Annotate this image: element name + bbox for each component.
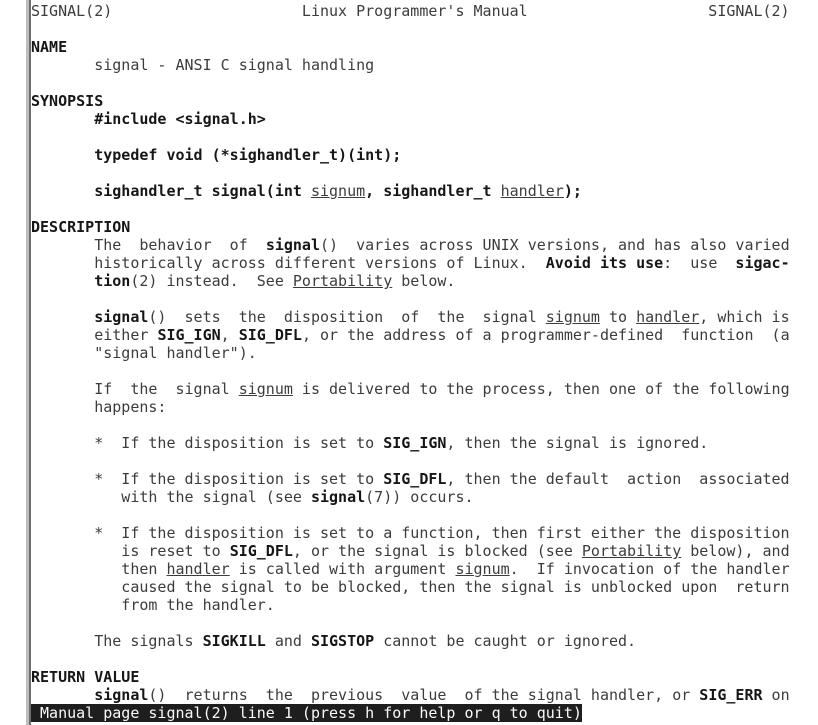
text-segment: cannot be caught or ignored. (374, 632, 637, 650)
section-heading-description (31, 218, 818, 236)
bullet-item-line (31, 470, 818, 488)
text-segment: SIG_DFL (383, 470, 447, 488)
text-segment: tion (94, 272, 131, 290)
section-heading-name (31, 38, 818, 56)
text-segment: , which is (699, 308, 790, 326)
blank-line (31, 452, 818, 470)
text-segment (31, 686, 94, 704)
manpage-text-line (31, 632, 818, 650)
manpage-text-line (31, 254, 818, 272)
manpage-reference: signum (238, 380, 293, 398)
text-segment: SIG_IGN (383, 434, 447, 452)
text-segment: on (762, 686, 790, 704)
status-bar-text: Manual page signal(2) line 1 (press h for help or q to quit) (31, 704, 582, 722)
manpage-text-line (31, 596, 818, 614)
text-segment (31, 182, 94, 200)
text-segment: then (31, 560, 167, 578)
text-segment: The behavior of (31, 236, 266, 254)
scrollbar[interactable] (0, 0, 29, 725)
blank-line (31, 128, 818, 146)
text-segment: (2) instead. See (130, 272, 293, 290)
text-segment: SIG_ERR (699, 686, 763, 704)
text-segment: , then the signal is ignored. (446, 434, 709, 452)
text-segment: is called with argument (229, 560, 456, 578)
blank-line (31, 614, 818, 632)
text-segment: NAME (31, 38, 68, 56)
text-segment: () varies across UNIX versions, and has also varied (320, 236, 790, 254)
text-segment: typedef void (*sighandler_t)(int); (94, 146, 402, 164)
blank-line (31, 200, 818, 218)
text-segment: SIGNAL(2) Linux Programmer's Manual SIGNAL(2) (31, 2, 790, 20)
manpage-text-line (31, 380, 818, 398)
text-segment: and (265, 632, 311, 650)
text-segment: SIGKILL (202, 632, 266, 650)
text-segment (31, 110, 94, 128)
text-segment: DESCRIPTION (31, 218, 131, 236)
text-segment: signal (265, 236, 320, 254)
manpage-text-line (31, 344, 818, 362)
blank-line (31, 362, 818, 380)
manpage-reference: handler (636, 308, 700, 326)
manpage-text-line (31, 326, 818, 344)
blank-line (31, 164, 818, 182)
manpage-text-line (31, 236, 818, 254)
text-segment: If the signal (31, 380, 239, 398)
manpage-text-line (31, 488, 818, 506)
text-segment: below. (392, 272, 456, 290)
manpage-text-line (31, 308, 818, 326)
manpage-text-line (31, 542, 818, 560)
text-segment: is reset to (31, 542, 230, 560)
manpage-text-line (31, 686, 818, 704)
text-segment: * If the disposition is set to a function, then first either the disposition (31, 524, 790, 542)
text-segment: SIG_IGN (157, 326, 221, 344)
terminal-screen (31, 2, 818, 725)
text-segment: below), and (681, 542, 790, 560)
text-segment: either (31, 326, 158, 344)
text-segment: SYNOPSIS (31, 92, 104, 110)
text-segment: () returns the previous value of the signal handler, or (148, 686, 700, 704)
text-segment: , or the signal is blocked (see (292, 542, 582, 560)
text-segment: from the handler. (31, 596, 275, 614)
blank-line (31, 650, 818, 668)
bullet-item-line (31, 524, 818, 542)
text-segment: "signal handler"). (31, 344, 257, 362)
text-segment: () sets the disposition of the signal (148, 308, 546, 326)
text-segment: (7)) occurs. (365, 488, 474, 506)
manpage-text-line (31, 110, 818, 128)
text-segment: , (220, 326, 239, 344)
manpage-reference: signum (545, 308, 600, 326)
text-segment: SIG_DFL (238, 326, 302, 344)
manpage-reference: signum (310, 182, 366, 200)
blank-line (31, 290, 818, 308)
blank-line (31, 506, 818, 524)
bullet-item-line (31, 434, 818, 452)
text-segment (31, 308, 94, 326)
text-segment: signal (94, 686, 149, 704)
section-heading-synopsis (31, 92, 818, 110)
text-segment: Avoid its use (545, 254, 664, 272)
text-segment: signal (94, 308, 149, 326)
text-segment: * If the disposition is set to (31, 434, 384, 452)
status-bar (31, 704, 818, 722)
text-segment: signal (310, 488, 366, 506)
manpage-reference: Portability (581, 542, 682, 560)
manpage-text-line (31, 578, 818, 596)
manpage-text-line (31, 398, 818, 416)
manpage-text-line (31, 560, 818, 578)
manpage-reference: Portability (292, 272, 393, 290)
text-segment: sigac- (735, 254, 790, 272)
text-segment: ); (563, 182, 582, 200)
section-heading-return-value (31, 668, 818, 686)
text-segment: , sighandler_t (365, 182, 501, 200)
text-segment (31, 272, 94, 290)
text-segment: SIGSTOP (310, 632, 375, 650)
text-segment: #include <signal.h> (94, 110, 266, 128)
text-segment: to (599, 308, 637, 326)
text-segment (31, 146, 94, 164)
blank-line (31, 416, 818, 434)
text-segment: SIG_DFL (229, 542, 293, 560)
text-segment: , then the default action associated (446, 470, 790, 488)
text-segment: . If invocation of the handler (509, 560, 790, 578)
manpage-text-line (31, 146, 818, 164)
text-segment: * If the disposition is set to (31, 470, 384, 488)
text-segment: is delivered to the process, then one of the following (292, 380, 790, 398)
blank-line (31, 20, 818, 38)
manpage-text-line (31, 272, 818, 290)
text-segment: , or the address of a programmer-defined function (a (301, 326, 790, 344)
text-segment: happens: (31, 398, 167, 416)
text-segment: RETURN VALUE (31, 668, 140, 686)
text-segment: The signals (31, 632, 203, 650)
manpage-reference: handler (166, 560, 230, 578)
manpage-header-line (31, 2, 818, 20)
manpage-text-line (31, 182, 818, 200)
manpage-reference: signum (455, 560, 510, 578)
text-segment: : use (663, 254, 736, 272)
text-segment: caused the signal to be blocked, then the signal is unblocked upon return (31, 578, 790, 596)
text-segment: signal - ANSI C signal handling (31, 56, 375, 74)
text-segment: historically across different versions of Linux. (31, 254, 546, 272)
manpage-text-line (31, 56, 818, 74)
blank-line (31, 74, 818, 92)
manpage-reference: handler (500, 182, 564, 200)
text-segment: sighandler_t signal(int (94, 182, 311, 200)
text-segment: with the signal (see (31, 488, 311, 506)
